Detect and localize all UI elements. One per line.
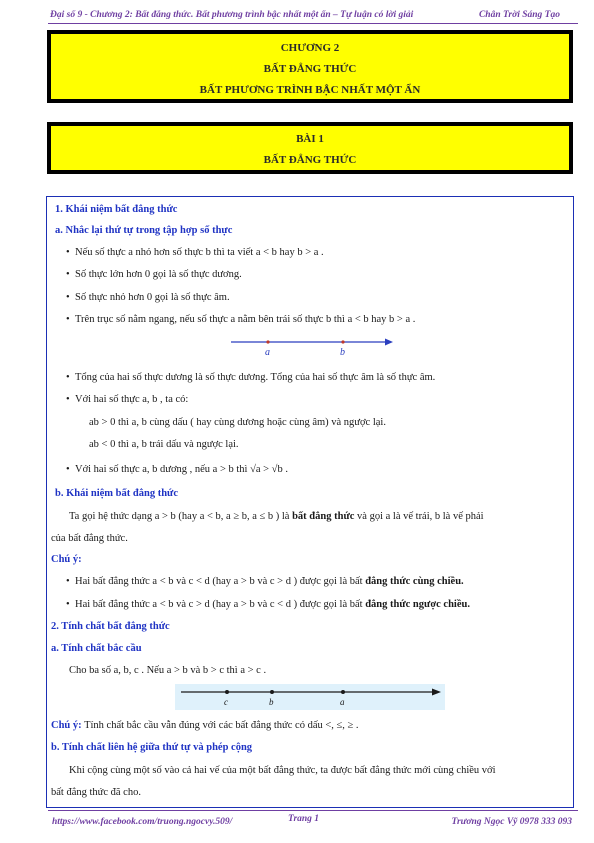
number-line-1 — [227, 334, 397, 360]
label-b2: b — [269, 697, 274, 707]
point-b2 — [270, 690, 274, 694]
bullet-6: • Với hai số thực a, b , ta có: — [75, 393, 188, 407]
addition-paragraph-line2: bất đẳng thức đã cho. — [51, 787, 141, 798]
bullet-7: • Với hai số thực a, b dương , nếu a > b thì √a > √b . — [75, 463, 288, 477]
label-b: b — [340, 347, 345, 358]
note-bullet-1: • Hai bất đẳng thức a < b và c < d (hay a > b và c > d ) được gọi là bất đẳng thức cùng chiều. — [75, 575, 464, 589]
header-right: Chân Trời Sáng Tạo — [478, 10, 560, 20]
bullet-6-case-2: ab < 0 thì a, b trái dấu và ngược lại. — [89, 439, 239, 450]
page-number: Trang 1 — [288, 814, 320, 824]
section-1a-heading: a. Nhắc lại thứ tự trong tập hợp số thực — [55, 225, 233, 236]
header-divider — [48, 23, 578, 24]
chapter-number: CHƯƠNG 2 — [280, 42, 340, 54]
label-a2: a — [340, 697, 345, 707]
label-a: a — [265, 347, 270, 358]
footer-facebook-link[interactable]: https://www.facebook.com/truong.ngocvy.509/ — [52, 817, 233, 827]
bullet-6-case-1: ab > 0 thì a, b cùng dấu ( hay cùng dương hoặc cùng âm) và ngược lại. — [89, 417, 386, 428]
bullet-5: • Tổng của hai số thực dương là số thực dương. Tổng của hai số thực âm là số thực âm. — [75, 371, 435, 385]
point-a — [266, 340, 269, 343]
point-b — [341, 340, 344, 343]
lesson-number: BÀI 1 — [296, 133, 324, 145]
footer-author: Trương Ngọc Vỹ 0978 333 093 — [451, 817, 572, 827]
footer-divider — [48, 810, 578, 811]
bullet-3: • Số thực nhỏ hơn 0 gọi là số thực âm. — [75, 291, 230, 305]
section-2a-heading: a. Tính chất bắc cầu — [51, 643, 142, 654]
number-line-2 — [175, 684, 445, 710]
section-2b-heading: b. Tính chất liên hệ giữa thứ tự và phép cộng — [51, 742, 253, 753]
header-left: Đại số 9 - Chương 2: Bất đẳng thức. Bất phương trình bậc nhất một ẩn – Tự luận có lời giải — [50, 10, 414, 20]
transitivity-paragraph: Cho ba số a, b, c . Nếu a > b và b > c thì a > c . — [69, 665, 267, 676]
bullet-4: • Trên trục số nằm ngang, nếu số thực a nằm bên trái số thực b thì a < b hay b > a . — [75, 313, 415, 327]
lesson-title: BẤT ĐẲNG THỨC — [263, 154, 357, 166]
section-1b-heading: b. Khái niệm bất đẳng thức — [55, 488, 178, 499]
section-1-heading: 1. Khái niệm bất đẳng thức — [55, 204, 178, 215]
chapter-title-2: BẤT PHƯƠNG TRÌNH BẬC NHẤT MỘT ẨN — [199, 84, 421, 96]
note-bullet-2: • Hai bất đẳng thức a < b và c > d (hay a > b và c < d ) được gọi là bất đẳng thức ngược chiều. — [75, 598, 470, 612]
chapter-title-box — [47, 30, 573, 103]
note-2: Chú ý: Tính chất bắc cầu vẫn đúng với các bất đẳng thức có dấu <, ≤, ≥ . — [51, 720, 359, 731]
definition-paragraph-line2: của bất đẳng thức. — [51, 533, 128, 544]
lesson-title-box — [47, 122, 573, 174]
addition-paragraph-line1: Khi cộng cùng một số vào cả hai vế của một bất đẳng thức, ta được bất đẳng thức mới cùng chiều với — [69, 765, 496, 776]
content-frame — [46, 196, 574, 808]
section-2-heading: 2. Tính chất bất đẳng thức — [51, 621, 170, 632]
definition-paragraph: Ta gọi hệ thức dạng a > b (hay a < b, a ≥ b, a ≤ b ) là bất đẳng thức và gọi a là vế trái, b là vế phải — [69, 511, 484, 522]
note-label: Chú ý: — [51, 554, 82, 565]
point-a2 — [341, 690, 345, 694]
bullet-2: • Số thực lớn hơn 0 gọi là số thực dương. — [75, 268, 242, 282]
point-c — [225, 690, 229, 694]
chapter-title-1: BẤT ĐẲNG THỨC — [263, 63, 357, 75]
bullet-1: • Nếu số thực a nhỏ hơn số thực b thì ta viết a < b hay b > a . — [75, 246, 324, 260]
label-c: c — [224, 697, 228, 707]
